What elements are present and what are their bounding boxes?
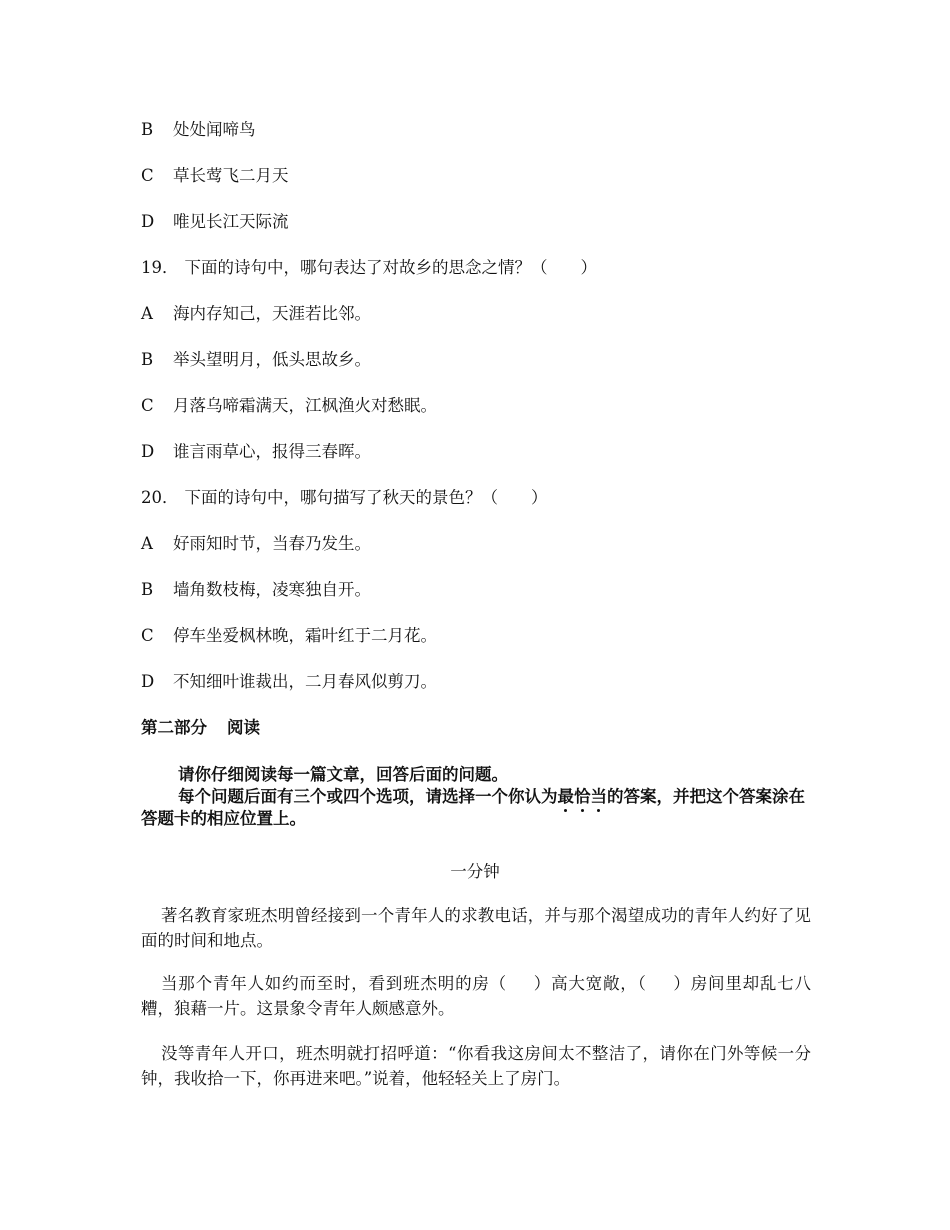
- q19-option-d: D 谁言雨草心，报得三春晖。: [141, 442, 371, 461]
- reading-instructions: [141, 764, 811, 830]
- q19-stem: 19． 下面的诗句中，哪句表达了对故乡的思念之情？（ ）: [141, 258, 597, 277]
- q18-option-d: D 唯见长江天际流: [141, 212, 289, 231]
- q20-option-b: B 墙角数枝梅，凌寒独自开。: [141, 580, 371, 599]
- q19-option-a: A 海内存知己，天涯若比邻。: [141, 304, 371, 323]
- emphasis-char: 最: [557, 787, 574, 806]
- emphasis-char: 当: [590, 787, 607, 806]
- q18-option-b: B 处处闻啼鸟: [141, 120, 256, 139]
- emphasis-char: 恰: [574, 787, 591, 806]
- q20-stem: 20． 下面的诗句中，哪句描写了秋天的景色？（ ）: [141, 488, 548, 507]
- q19-option-b: B 举头望明月，低头思故乡。: [141, 350, 371, 369]
- emphasis-marked-text: [558, 787, 608, 806]
- q19-option-c: C 月落乌啼霜满天，江枫渔火对愁眠。: [141, 396, 437, 415]
- instruction-line-2: 每个问题后面有三个或四个选项，请选择一个你认为最恰当的答案，并把这个答案涂在答题卡的相应位置上。: [141, 787, 805, 828]
- instruction-line-1: 请你仔细阅读每一篇文章，回答后面的问题。: [178, 765, 508, 784]
- article-paragraph-3: 没等青年人开口，班杰明就打招呼道：“你看我这房间太不整洁了，请你在门外等候一分钟，我收拾一下，你再进来吧。”说着，他轻轻关上了房门。: [141, 1044, 811, 1088]
- article-paragraph-2: 当那个青年人如约而至时，看到班杰明的房（ ）高大宽敞，（ ）房间里却乱七八糟，狼藉一片。这景象令青年人颇感意外。: [141, 974, 812, 1018]
- q20-option-a: A 好雨知时节，当春乃发生。: [141, 534, 371, 553]
- article-paragraph-1: 著名教育家班杰明曾经接到一个青年人的求教电话，并与那个渴望成功的青年人约好了见面的时间和地点。: [141, 906, 811, 950]
- article-title: 一分钟: [450, 862, 500, 881]
- q20-option-c: C 停车坐爱枫林晚，霜叶红于二月花。: [141, 626, 437, 645]
- section-heading: 第二部分 阅读: [141, 718, 260, 737]
- q18-option-c: C 草长莺飞二月天: [141, 166, 289, 185]
- q20-option-d: D 不知细叶谁裁出，二月春风似剪刀。: [141, 672, 437, 691]
